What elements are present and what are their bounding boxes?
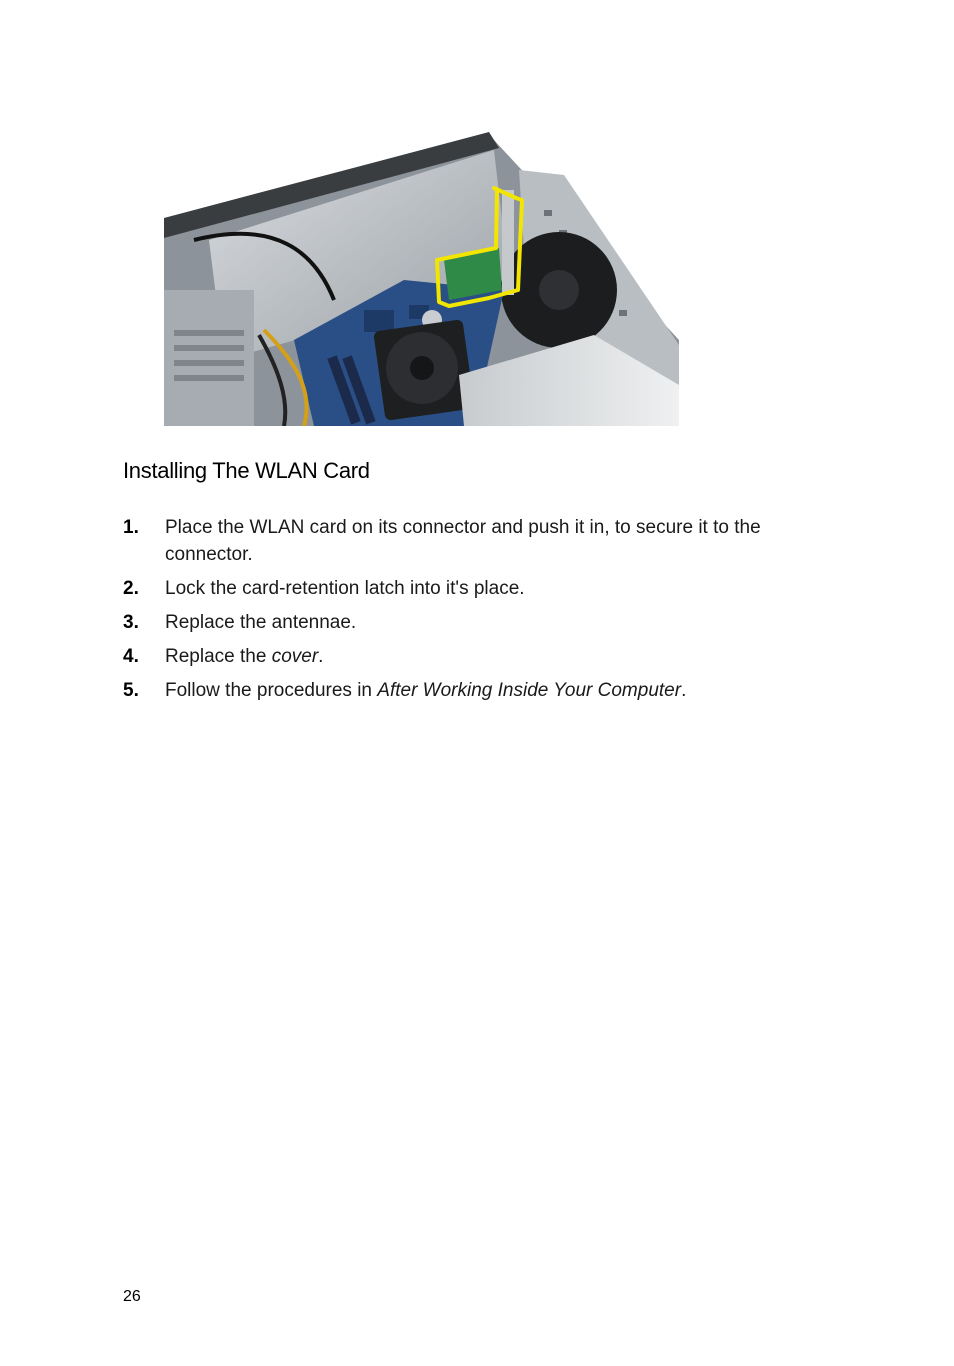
- computer-interior-photo: [164, 130, 679, 426]
- step-number: 1.: [123, 517, 139, 538]
- procedure-steps: [123, 514, 843, 711]
- step-number: 5.: [123, 680, 139, 701]
- step-4: [123, 643, 843, 670]
- step-2: [123, 575, 843, 602]
- step-number: 4.: [123, 646, 139, 667]
- after-working-link[interactable]: After Working Inside Your Computer: [377, 680, 682, 701]
- step-text: Follow the procedures in: [165, 680, 378, 701]
- cover-link[interactable]: cover: [271, 646, 319, 667]
- step-text: Replace the: [165, 646, 272, 667]
- step-number: 2.: [123, 578, 139, 599]
- step-text: Replace the antennae.: [165, 612, 357, 633]
- step-text-end: .: [681, 680, 687, 701]
- step-5: [123, 677, 843, 704]
- page-number: 26: [123, 1288, 141, 1305]
- step-text: Place the WLAN card on its connector and push it in, to secure it to the connector.: [165, 517, 761, 565]
- step-1: [123, 514, 843, 568]
- step-number: 3.: [123, 612, 139, 633]
- section-title: Installing The WLAN Card: [123, 458, 370, 483]
- step-3: [123, 609, 843, 636]
- step-text-end: .: [318, 646, 324, 667]
- step-text: Lock the card-retention latch into it's place.: [165, 578, 525, 599]
